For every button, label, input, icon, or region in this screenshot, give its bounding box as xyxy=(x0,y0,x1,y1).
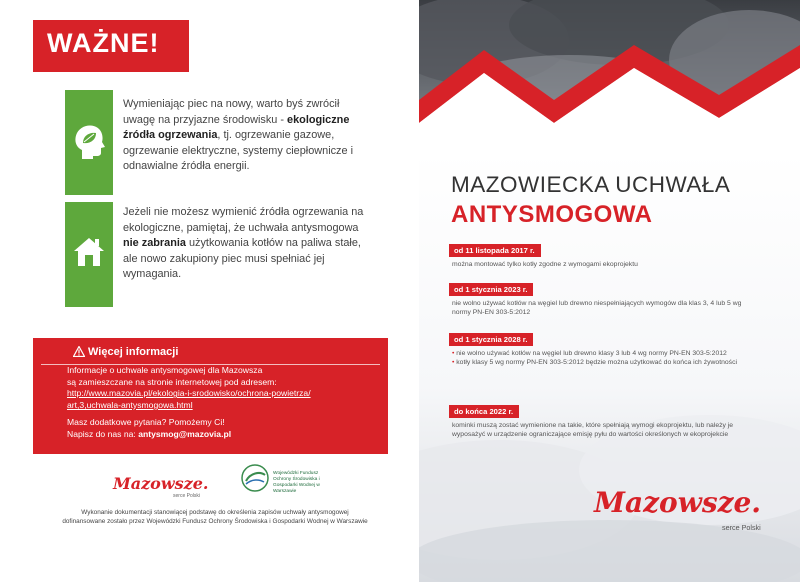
p1-bold: ekologiczne źródła ogrzewania xyxy=(123,113,350,142)
info-url-part-2[interactable]: art,3,uchwala-antysmogowa.html xyxy=(67,399,193,410)
p1-text-end: , tj. ogrzewanie gazowe, ogrzewanie elektryczne, systemy ciepłownicze i odnawialne źródła energii. xyxy=(123,129,354,173)
info-question: Masz dodatkowe pytania? Pomożemy Ci! xyxy=(67,417,225,428)
eco-head-tile xyxy=(65,90,113,195)
paragraph-no-ban xyxy=(123,205,373,283)
p2-bold: nie zabrania xyxy=(123,237,186,250)
mazowsze-logo-small: Mazowsze. xyxy=(113,474,209,493)
p1-text-start: Wymieniając piec na nowy, warto byś zwrócił uwagę na przyjazne środowisku - xyxy=(123,98,340,126)
date-2028-bullet-1: nie wolno używać kotłów na węgiel lub drewno klasy 3 lub 4 wg normy PN-EN 303-5:2012 xyxy=(456,350,727,357)
mazowsze-logo-large: Mazowsze. xyxy=(594,486,762,519)
house-icon xyxy=(72,234,106,268)
eco-head-icon xyxy=(72,122,106,160)
date-text-2028: • nie wolno używać kotłów na węgiel lub drewno klasy 3 lub 4 wg normy PN-EN 303-5:2012 • kotły klasy 5 wg normy PN-EN 303-5:2012 będzie można użytkować do końca ich żywotności xyxy=(452,350,737,366)
title-line-1: MAZOWIECKA UCHWAŁA xyxy=(451,172,731,197)
house-tile xyxy=(65,202,113,307)
mazowsze-tagline-small: serce Polski xyxy=(173,493,200,499)
right-panel xyxy=(419,0,800,582)
info-url-part-1[interactable]: http://www.mazovia.pl/ekologia-i-srodowisko/ochrona-powietrza/ xyxy=(67,388,311,399)
mazowsze-tagline-large: serce Polski xyxy=(722,523,761,532)
footer-line-2: dofinansowane zostało przez Wojewódzki Fundusz Ochrony Środowiska i Gospodarki Wodnej w Warszawie xyxy=(62,518,368,525)
fund-name: Wojewódzki Fundusz Ochrony Środowiska i Gospodarki Wodnej w Warszawie xyxy=(273,471,320,494)
title-line-2: ANTYSMOGOWA xyxy=(451,201,653,228)
more-info-text xyxy=(67,365,377,441)
paragraph-eco-heating xyxy=(123,97,373,175)
footer-line-1: Wykonanie dokumentacji stanowiącej podstawę do określenia zapisów uchwały antysmogowej xyxy=(81,509,349,516)
date-badge-2023: od 1 stycznia 2023 r. xyxy=(449,283,533,296)
info-line-1: Informacje o uchwale antysmogowej dla Mazowsza xyxy=(67,365,263,375)
fund-logo-icon xyxy=(240,463,270,493)
date-text-2023: nie wolno używać kotłów na węgiel lub drewno niespełniających wymogów dla klas 3, 4 lub 5 wg normy PN-EN 303-5:2012 xyxy=(452,300,742,316)
warning-icon xyxy=(73,346,85,357)
info-write-to: Napisz do nas na: xyxy=(67,428,139,439)
date-badge-2022: do końca 2022 r. xyxy=(449,405,519,418)
important-badge-text: WAŻNE! xyxy=(47,28,160,58)
info-line-2: są zamieszczane na stronie internetowej pod adresem: xyxy=(67,376,277,387)
info-email-link[interactable]: antysmog@mazovia.pl xyxy=(138,428,232,439)
date-text-2022: kominki muszą zostać wymienione na takie, które spełniają wymogi ekoprojektu, lub należy je wyposażyć w urządzenie ograniczające emisję pyłu do wartości określonych w ekoprojekcie xyxy=(452,422,734,438)
date-text-2017: można montować tylko kotły zgodne z wymogami ekoprojektu xyxy=(452,261,638,268)
p2-text-end: użytkowania kotłów na paliwa stałe, ale nowo zakupiony piec musi spełniać jej wymagania. xyxy=(123,237,361,281)
date-badge-2017: od 11 listopada 2017 r. xyxy=(449,244,541,257)
p2-text-start: Jeżeli nie możesz wymienić źródła ogrzewania na ekologiczne, pamiętaj, że uchwała antysmogowa xyxy=(123,206,364,234)
more-info-title: Więcej informacji xyxy=(88,346,179,358)
date-2028-bullet-2: kotły klasy 5 wg normy PN-EN 303-5:2012 będzie można użytkować do końca ich żywotności xyxy=(456,358,737,366)
footer-note xyxy=(40,508,390,526)
more-info-box xyxy=(33,338,388,454)
date-badge-2028: od 1 stycznia 2028 r. xyxy=(449,333,533,346)
important-badge xyxy=(33,20,189,72)
